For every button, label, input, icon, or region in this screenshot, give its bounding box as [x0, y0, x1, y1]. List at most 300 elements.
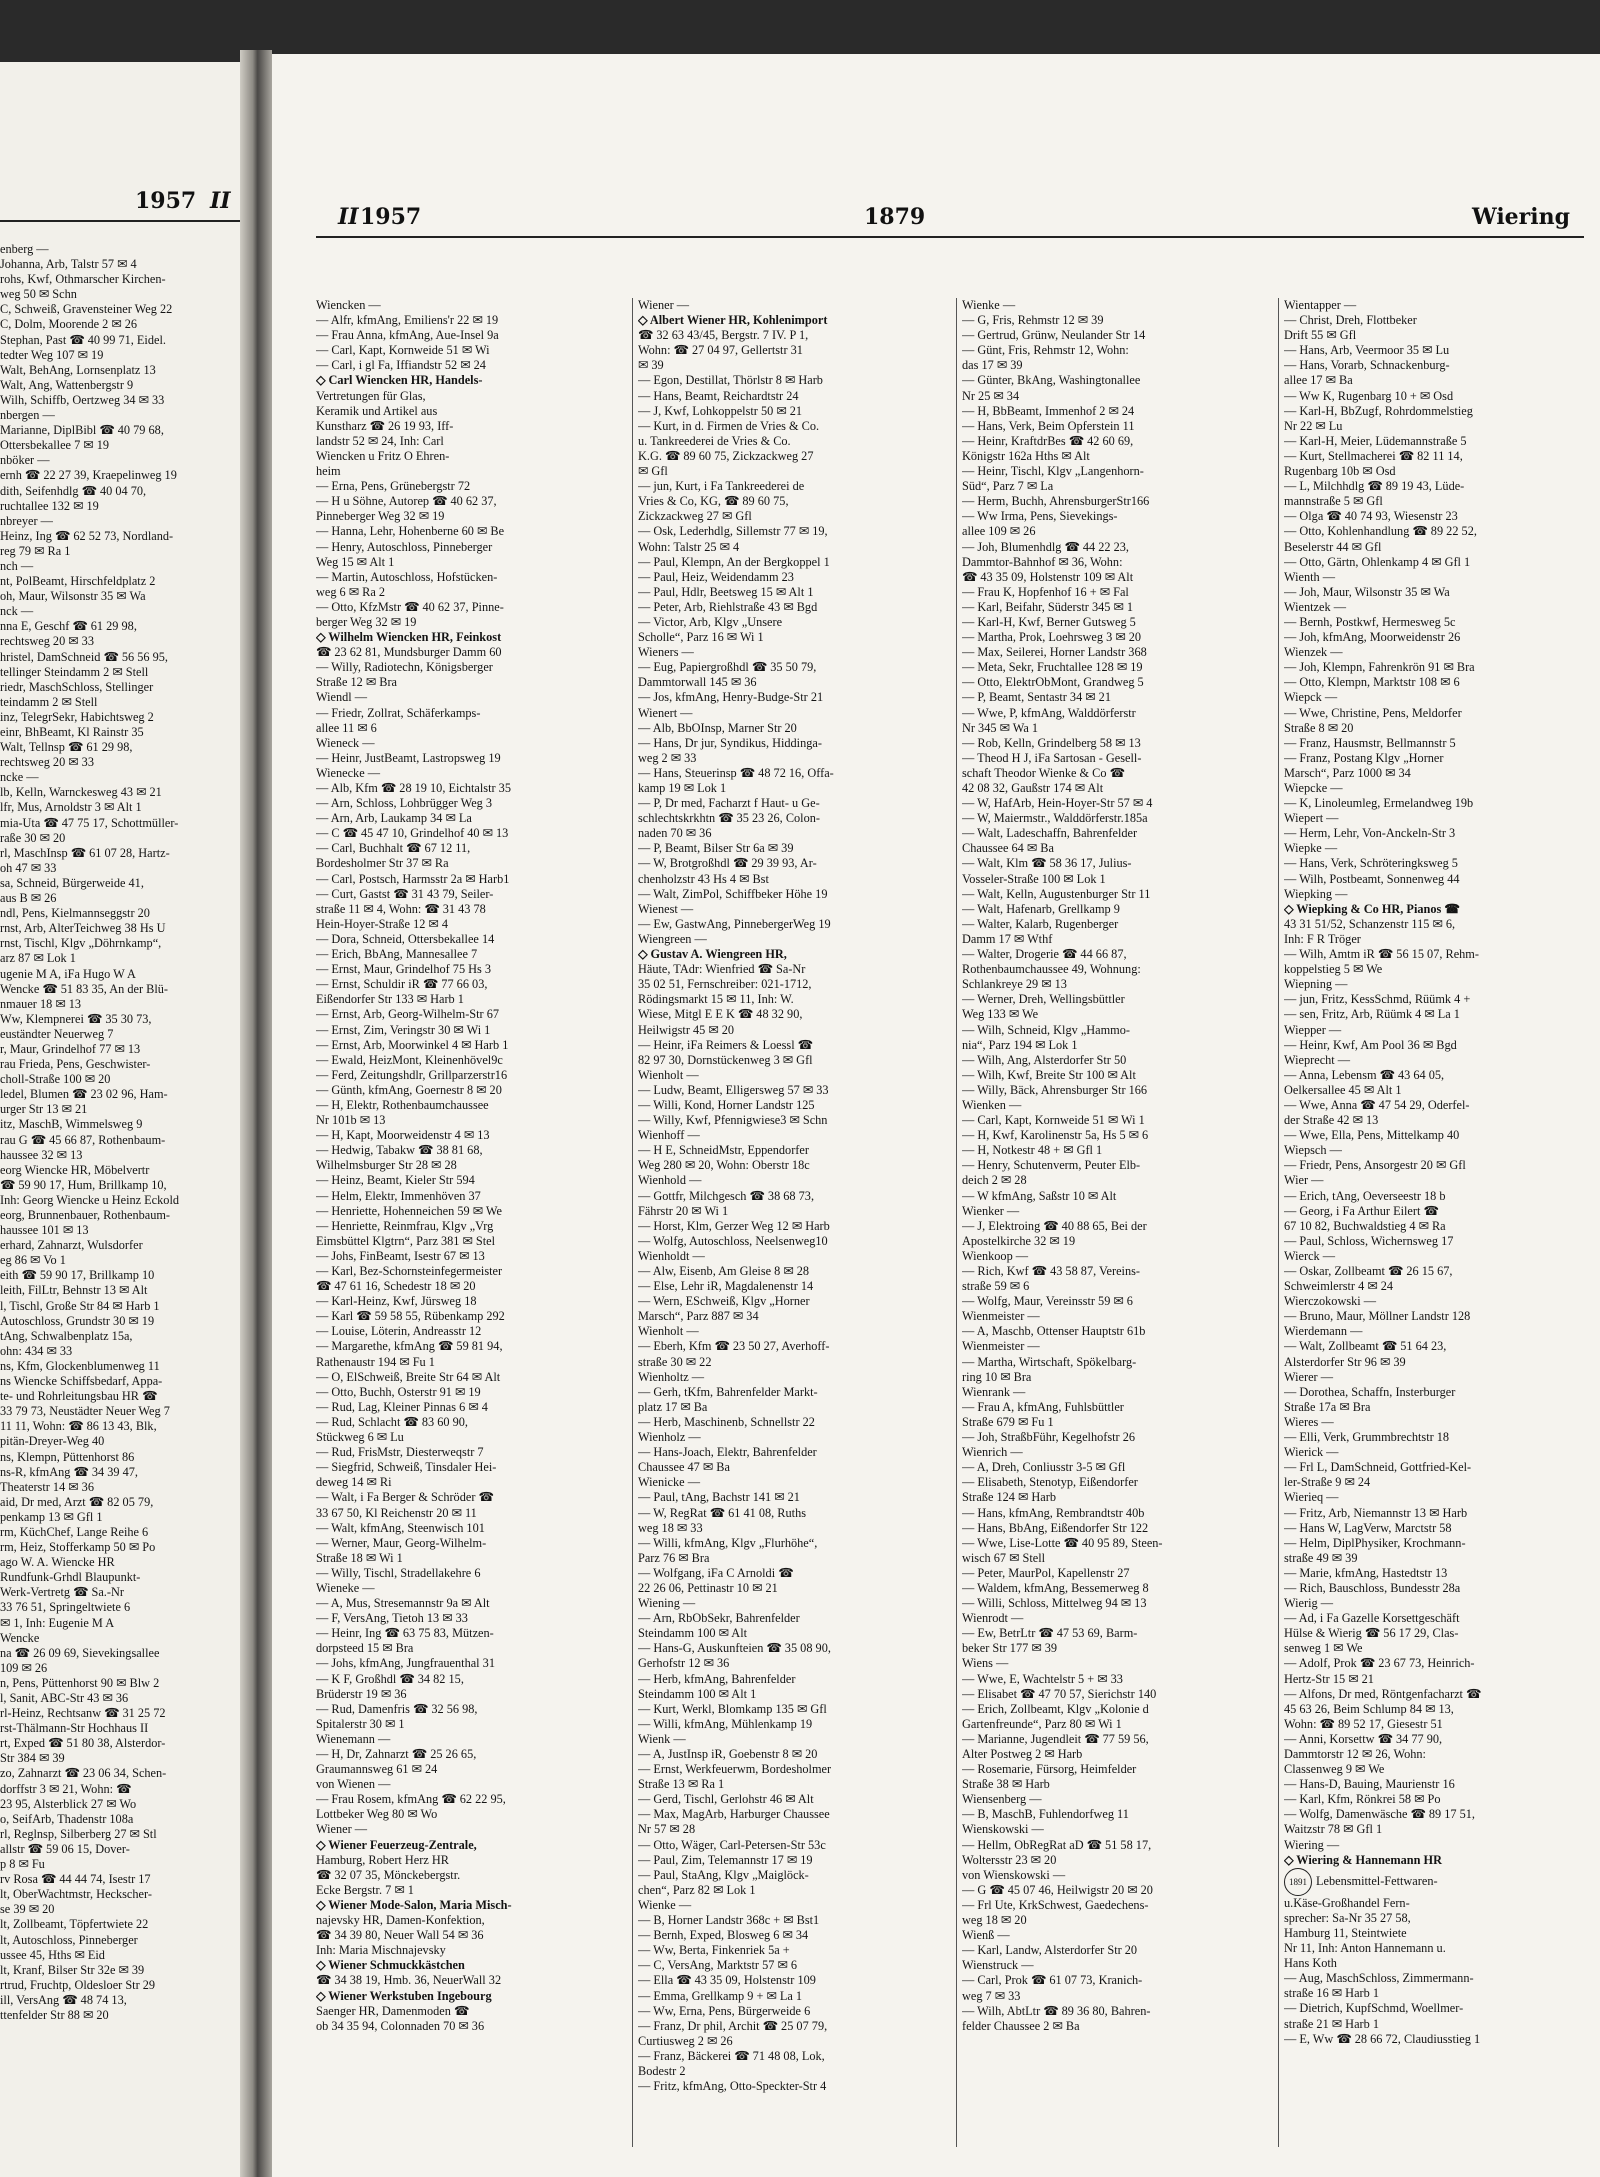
directory-entry-line: se 39 ✉ 20	[0, 1902, 55, 1917]
directory-entry-line: — Theod H J, iFa Sartosan - Gesell-	[962, 750, 1142, 765]
directory-entry-line: straße 16 ✉ Harb 1	[1284, 1986, 1379, 2001]
directory-entry-line: — Willi, kfmAng, Mühlenkamp 19	[638, 1716, 813, 1731]
directory-entry-line: — Walt, Kelln, Augustenburger Str 11	[962, 886, 1151, 901]
directory-entry-line: Ottersbekallee 7 ✉ 19	[0, 438, 109, 453]
directory-entry-line: Wieneke —	[316, 1580, 375, 1595]
directory-entry-line: — Werner, Dreh, Wellingsbüttler	[962, 992, 1125, 1007]
directory-entry-line: o, SeifArb, Thadenstr 108a	[0, 1811, 134, 1826]
directory-entry-line: — H u Söhne, Autorep ☎ 40 62 37,	[316, 494, 497, 509]
directory-entry-line: — O, ElSchweiß, Breite Str 64 ✉ Alt	[316, 1369, 501, 1384]
directory-entry-line: allee 17 ✉ Ba	[1284, 373, 1353, 388]
directory-entry-line: — Gertrud, Grünw, Neulander Str 14	[962, 328, 1146, 343]
directory-entry-line: — Herm, Buchh, AhrensburgerStr166	[962, 494, 1150, 509]
directory-entry-line: nmauer 18 ✉ 13	[0, 996, 81, 1011]
directory-entry-line: — Wilh, Postbeamt, Sonnenweg 44	[1284, 871, 1460, 886]
directory-entry-line: — E, Ww ☎ 28 66 72, Claudiusstieg 1	[1284, 2031, 1481, 2046]
directory-entry-line: Bodestr 2	[638, 2063, 686, 2078]
directory-entry-line: enberg —	[0, 242, 49, 256]
directory-entry-line: ◇ Wiener Werkstuben Ingebourg	[316, 1988, 492, 2003]
directory-entry-line: — C ☎ 45 47 10, Grindelhof 40 ✉ 13	[316, 826, 509, 841]
directory-entry-line: 45 63 26, Beim Schlump 84 ✉ 13,	[1284, 1701, 1454, 1716]
directory-entry-line: — Walt, kfmAng, Steenwisch 101	[316, 1520, 485, 1535]
directory-entry-line: mannstraße 5 ✉ Gfl	[1284, 494, 1383, 509]
directory-entry-line: rt, Exped ☎ 51 80 38, Alsterdor-	[0, 1736, 166, 1751]
directory-entry-line: Wilh, Schiffb, Oertzweg 34 ✉ 33	[0, 392, 165, 407]
running-head: Wiering	[1472, 204, 1571, 230]
directory-entry-line: — Walt, Zollbeamt ☎ 51 64 23,	[1284, 1339, 1447, 1354]
directory-entry-line: — Johs, kfmAng, Jungfrauenthal 31	[316, 1656, 495, 1671]
directory-entry-line: Häute, TAdr: Wienfried ☎ Sa-Nr	[638, 962, 806, 977]
directory-entry-line: ruchtallee 132 ✉ 19	[0, 498, 99, 513]
directory-entry-line: — H E, SchneidMstr, Eppendorfer	[638, 1143, 809, 1158]
directory-entry-line: u. Tankreederei de Vries & Co.	[638, 433, 791, 448]
directory-entry-line: — Hans, Vorarb, Schnackenburg-	[1284, 358, 1450, 373]
directory-entry-line: — Ernst, Maur, Grindelhof 75 Hs 3	[316, 962, 492, 977]
directory-entry-line: Rundfunk-Grhdl Blaupunkt-	[0, 1570, 141, 1585]
directory-entry-line: Inh: Maria Mischnajevsky	[316, 1943, 446, 1958]
directory-entry-line: — Osk, Lederhdlg, Sillemstr 77 ✉ 19,	[638, 524, 828, 539]
directory-entry-line: Wienhold —	[638, 1173, 702, 1188]
directory-entry-line: — Emma, Grellkamp 9 + ✉ La 1	[638, 1988, 803, 2003]
directory-entry-line: — A, Mus, Stresemannstr 9a ✉ Alt	[316, 1596, 490, 1611]
directory-entry-line: — K F, Großhdl ☎ 34 82 15,	[316, 1671, 464, 1686]
directory-entry-line: platz 17 ✉ Ba	[638, 1399, 708, 1414]
directory-entry-line: — Heinr, Ing ☎ 63 75 83, Mützen-	[316, 1626, 494, 1641]
directory-entry-line: — Waldem, kfmAng, Bessemerweg 8	[962, 1580, 1149, 1595]
directory-entry-line: Wienicke —	[638, 1475, 700, 1490]
directory-entry-line: Straße 18 ✉ Wi 1	[316, 1550, 403, 1565]
directory-entry-line: ler-Straße 9 ✉ 24	[1284, 1475, 1371, 1490]
directory-entry-line: — G ☎ 45 07 46, Heilwigstr 20 ✉ 20	[962, 1882, 1153, 1897]
directory-entry-line: ☎ 32 63 43/45, Bergstr. 7 IV. P 1,	[638, 328, 809, 343]
directory-entry-line: rechtsweg 20 ✉ 33	[0, 755, 94, 770]
column-divider	[1278, 298, 1279, 2147]
directory-entry-line: — Frl L, DamSchneid, Gottfried-Kel-	[1284, 1460, 1472, 1475]
directory-entry-line: lt, Autoschloss, Pinneberger	[0, 1932, 138, 1947]
directory-entry-line: — Friedr, Pens, Ansorgestr 20 ✉ Gfl	[1284, 1158, 1466, 1173]
directory-entry-line: Wieres —	[1284, 1414, 1334, 1429]
directory-entry-line: — Karl-H, Meier, Lüdemannstraße 5	[1284, 433, 1467, 448]
directory-entry-line: — Günth, kfmAng, Goernestr 8 ✉ 20	[316, 1082, 502, 1097]
directory-entry-line: Graumannsweg 61 ✉ 24	[316, 1762, 438, 1777]
directory-entry-line: — Joh, kfmAng, Moorweidenstr 26	[1284, 630, 1461, 645]
directory-entry-line: ☎ 32 07 35, Mönckebergstr.	[316, 1867, 461, 1882]
directory-entry-line: ✉ 1, Inh: Eugenie M A	[0, 1615, 115, 1630]
directory-entry-line: rst-Thälmann-Str Hochhaus II	[0, 1721, 149, 1736]
directory-entry-line: — Karl, Kfm, Rönkrei 58 ✉ Po	[1284, 1792, 1441, 1807]
directory-entry-line: ◇ Wiener Feuerzeug-Zentrale,	[316, 1837, 477, 1852]
directory-entry-line: — Hans, Arb, Veermoor 35 ✉ Lu	[1284, 343, 1450, 358]
directory-entry-line: schaft Theodor Wienke & Co ☎	[962, 765, 1125, 780]
directory-entry-line: Ecke Bergstr. 7 ✉ 1	[316, 1882, 414, 1897]
directory-entry-line: — Frau A, kfmAng, Fuhlsbüttler	[962, 1399, 1124, 1414]
directory-entry-line: — Ferd, Zeitungshdlr, Grillparzerstr16	[316, 1067, 508, 1082]
directory-column-1	[316, 298, 628, 2157]
directory-entry-line: ☎ 34 38 19, Hmb. 36, NeuerWall 32	[316, 1973, 502, 1988]
directory-entry-line: — Hans, Verk, Schröteringksweg 5	[1284, 856, 1458, 871]
directory-entry-line: Wiener —	[316, 1822, 368, 1837]
directory-entry-line: — Wolfg, Damenwäsche ☎ 89 17 51,	[1284, 1807, 1476, 1822]
directory-entry-line: ☎ 23 62 81, Mundsburger Damm 60	[316, 645, 502, 660]
directory-entry-line: Dammtorwall 145 ✉ 36	[638, 675, 757, 690]
directory-entry-line: — Egon, Destillat, Thörlstr 8 ✉ Harb	[638, 373, 823, 388]
directory-entry-line: — Wwe, Lise-Lotte ☎ 40 95 89, Steen-	[962, 1535, 1163, 1550]
directory-entry-line: ☎ 59 90 17, Hum, Brillkamp 10,	[0, 1177, 167, 1192]
directory-entry-line: Chaussee 64 ✉ Ba	[962, 841, 1054, 856]
directory-entry-line: — Friedr, Zollrat, Schäferkamps-	[316, 705, 481, 720]
directory-entry-line: dorffstr 3 ✉ 21, Wohn: ☎	[0, 1781, 132, 1796]
directory-entry-line: — Ella ☎ 43 35 09, Holstenstr 109	[638, 1973, 816, 1988]
directory-entry-line: rnst, Arb, AlterTeichweg 38 Hs U	[0, 921, 166, 936]
directory-entry-line: pitän-Dreyer-Weg 40	[0, 1434, 105, 1449]
column-divider	[632, 298, 633, 2147]
directory-entry-line: lfr, Mus, Arnoldstr 3 ✉ Alt 1	[0, 800, 142, 815]
directory-entry-line: — Georg, i Fa Arthur Eilert ☎	[1284, 1203, 1439, 1218]
directory-entry-line: — Heinz, Beamt, Kieler Str 594	[316, 1173, 475, 1188]
directory-entry-line: Eimsbüttel Klgtrn“, Parz 381 ✉ Stel	[316, 1233, 496, 1248]
directory-entry-line: lt, Zollbeamt, Töpfertwiete 22	[0, 1917, 149, 1932]
directory-entry-line: haussee 32 ✉ 13	[0, 1147, 83, 1162]
directory-entry-line: — W, Maiermstr., Walddörferstr.185a	[962, 811, 1148, 826]
directory-entry-line: rv Rosa ☎ 44 44 74, Isestr 17	[0, 1872, 151, 1887]
directory-entry-line: Wiendl —	[316, 690, 368, 705]
directory-entry-line: tAng, Schwalbenplatz 15a,	[0, 1328, 133, 1343]
directory-entry-line: — Ernst, Arb, Moorwinkel 4 ✉ Harb 1	[316, 1037, 509, 1052]
directory-entry-line: — Wwe, Christine, Pens, Meldorfer	[1284, 705, 1462, 720]
directory-entry-line: — Joh, StraßbFühr, Kegelhofstr 26	[962, 1430, 1136, 1445]
directory-entry-line: — Willi, Schloss, Mittelweg 94 ✉ 13	[962, 1596, 1147, 1611]
directory-entry-line: C, Dolm, Moorende 2 ✉ 26	[0, 317, 138, 332]
directory-entry-line: heim	[316, 464, 341, 479]
directory-entry-line: Wienth —	[1284, 569, 1336, 584]
directory-entry-line: ns, Kfm, Glockenblumenweg 11	[0, 1358, 160, 1373]
directory-entry-line: Ww, Klempnerei ☎ 35 30 73,	[0, 1011, 152, 1026]
directory-entry-line: — Paul, Zim, Telemannstr 17 ✉ 19	[638, 1852, 813, 1867]
directory-entry-line: Pinneberger Weg 32 ✉ 19	[316, 509, 445, 524]
directory-entry-line: Wierick —	[1284, 1445, 1339, 1460]
directory-entry-line: kamp 19 ✉ Lok 1	[638, 781, 727, 795]
directory-entry-line: Marsch“, Parz 887 ✉ 34	[638, 1309, 759, 1324]
directory-entry-line: dorpsteed 15 ✉ Bra	[316, 1641, 414, 1656]
directory-entry-line: najevsky HR, Damen-Konfektion,	[316, 1913, 485, 1928]
directory-entry-line: nbreyer —	[0, 513, 53, 528]
directory-entry-line: ◇ Wiering & Hannemann HR	[1284, 1852, 1442, 1867]
directory-entry-line: Damm 17 ✉ Wthf	[962, 931, 1053, 946]
directory-entry-line: penkamp 13 ✉ Gfl 1	[0, 1509, 103, 1524]
directory-entry-line: — Otto, Kohlenhandlung ☎ 89 22 52,	[1284, 524, 1477, 539]
directory-entry-line: ns Wiencke Schiffsbedarf, Appa-	[0, 1374, 163, 1389]
directory-entry-line: — Helm, Elektr, Immenhöven 37	[316, 1188, 481, 1203]
directory-entry-line: Wienkoop —	[962, 1248, 1029, 1263]
directory-entry-line: 109 ✉ 26	[0, 1660, 48, 1675]
directory-entry-line: u.Käse-Großhandel Fern-	[1284, 1895, 1410, 1910]
directory-entry-line: nt, PolBeamt, Hirschfeldplatz 2	[0, 574, 156, 589]
directory-entry-line: Theaterstr 14 ✉ 36	[0, 1479, 94, 1494]
directory-entry-line: — A, Dreh, Conliusstr 3-5 ✉ Gfl	[962, 1460, 1126, 1475]
directory-entry-line: — Ernst, Arb, Georg-Wilhelm-Str 67	[316, 1007, 500, 1022]
directory-entry-line: Gartenfreunde“, Parz 80 ✉ Wi 1	[962, 1716, 1122, 1731]
directory-entry-line: — Ludw, Beamt, Elligersweg 57 ✉ 33	[638, 1082, 829, 1097]
directory-entry-line: — Ewald, HeizMont, Kleinenhövel9c	[316, 1052, 503, 1067]
directory-entry-line: Straße 12 ✉ Bra	[316, 675, 397, 690]
directory-entry-line: Wiepert —	[1284, 811, 1339, 826]
directory-entry-line: — Franz, Bäckerei ☎ 71 48 08, Lok,	[638, 2048, 825, 2063]
directory-entry-line: Wencke	[0, 1630, 40, 1645]
directory-entry-line: ◇ Wilhelm Wiencken HR, Feinkost	[316, 630, 502, 645]
directory-entry-line: Wierieq —	[1284, 1490, 1339, 1505]
directory-entry-line: nbergen —	[0, 408, 55, 423]
directory-entry-line: K.G. ☎ 89 60 75, Zickzackweg 27	[638, 448, 814, 463]
directory-entry-line: ledel, Blumen ☎ 23 02 96, Ham-	[0, 1087, 168, 1102]
directory-entry-line: — Walt, i Fa Berger & Schröder ☎	[316, 1490, 494, 1505]
directory-entry-line: rm, Heiz, Stofferkamp 50 ✉ Po	[0, 1540, 156, 1555]
directory-entry-line: Nr 57 ✉ 28	[638, 1822, 696, 1837]
directory-entry-line: Wiepke —	[1284, 841, 1338, 856]
directory-entry-line: Str 384 ✉ 39	[0, 1751, 65, 1766]
directory-entry-line: Curtiusweg 2 ✉ 26	[638, 2033, 733, 2048]
directory-entry-line: — F, VersAng, Tietoh 13 ✉ 33	[316, 1611, 468, 1626]
directory-entry-line: — Carl, Kapt, Kornweide 51 ✉ Wi	[316, 343, 490, 358]
directory-entry-line: Saenger HR, Damenmoden ☎	[316, 2003, 470, 2018]
directory-entry-line: — Otto, Buchh, Osterstr 91 ✉ 19	[316, 1384, 481, 1399]
directory-entry-line: Bordesholmer Str 37 ✉ Ra	[316, 856, 449, 871]
directory-entry-line: — Elisabet ☎ 47 70 57, Sierichstr 140	[962, 1686, 1157, 1701]
directory-entry-line: — Ad, i Fa Gazelle Korsettgeschäft	[1284, 1611, 1460, 1626]
directory-entry-line: — P, Dr med, Facharzt f Haut- u Ge-	[638, 796, 820, 811]
directory-entry-line: Steindamm 100 ✉ Alt	[638, 1626, 748, 1641]
directory-entry-line: — Alb, BbOInsp, Marner Str 20	[638, 720, 797, 735]
directory-entry-line: nböker —	[0, 453, 50, 468]
directory-entry-line: — Wwe, P, kfmAng, Walddörferstr	[962, 705, 1136, 720]
directory-entry-line: 82 97 30, Dornstückenweg 3 ✉ Gfl	[638, 1052, 813, 1067]
directory-entry-line: ☎ 47 61 16, Schedestr 18 ✉ 20	[316, 1279, 476, 1294]
directory-entry-line: — Willy, Kwf, Pfennigwiese3 ✉ Schn	[638, 1113, 828, 1128]
directory-entry-line: — Hans-G, Auskunfteien ☎ 35 08 90,	[638, 1641, 831, 1656]
directory-entry-line: Straße 17a ✉ Bra	[1284, 1399, 1371, 1414]
directory-entry-line: leith, FilLtr, Behnstr 13 ✉ Alt	[0, 1283, 148, 1298]
directory-entry-line: ob 34 35 94, Colonnaden 70 ✉ 36	[316, 2018, 485, 2033]
directory-entry-line: ◇ Wiener Mode-Salon, Maria Misch-	[316, 1897, 512, 1912]
directory-entry-line: chenholzstr 43 Hs 4 ✉ Bst	[638, 871, 769, 886]
directory-entry-line: — Karl, Beifahr, Süderstr 345 ✉ 1	[962, 599, 1134, 614]
directory-entry-line: Wienskowski —	[962, 1822, 1044, 1837]
directory-entry-line: Alter Postweg 2 ✉ Harb	[962, 1747, 1083, 1761]
directory-entry-line: Wienholtz —	[638, 1369, 705, 1384]
directory-entry-line: r, Maur, Grindelhof 77 ✉ 13	[0, 1041, 141, 1056]
directory-entry-line: Wieprecht —	[1284, 1052, 1351, 1067]
directory-entry-line: Parz 76 ✉ Bra	[638, 1550, 710, 1565]
directory-entry-line: zo, Zahnarzt ☎ 23 06 34, Schen-	[0, 1766, 167, 1781]
directory-entry-line: oh 47 ✉ 33	[0, 860, 57, 875]
directory-entry-line: ◇ Carl Wiencken HR, Handels-	[316, 373, 483, 388]
directory-entry-line: — Carl, Prok ☎ 61 07 73, Kranich-	[962, 1973, 1143, 1988]
directory-entry-line: beker Str 177 ✉ 39	[962, 1641, 1058, 1656]
directory-column-4	[1284, 298, 1590, 2157]
directory-entry-line: — J, Elektroing ☎ 40 88 65, Bei der	[962, 1218, 1147, 1233]
directory-entry-line: sprecher: Sa-Nr 35 27 58,	[1284, 1910, 1411, 1925]
directory-entry-line: Wienert —	[638, 705, 693, 720]
directory-entry-line: — Carl, Postsch, Harmsstr 2a ✉ Harb1	[316, 871, 510, 886]
directory-entry-line: Wiepper —	[1284, 1022, 1342, 1037]
directory-entry-line: Marianne, DiplBibl ☎ 40 79 68,	[0, 423, 164, 438]
directory-entry-line: Rothenbaumchaussee 49, Wohnung:	[962, 962, 1141, 977]
directory-entry-line: Wiering —	[1284, 1837, 1340, 1852]
directory-entry-line: itz, MaschB, Wimmelsweg 9	[0, 1117, 143, 1132]
directory-entry-line: Schweimlerstr 4 ✉ 24	[1284, 1279, 1394, 1294]
directory-entry-line: na ☎ 26 09 69, Sievekingsallee	[0, 1645, 160, 1660]
directory-entry-line: weg 6 ✉ Ra 2	[316, 584, 386, 599]
directory-entry-line: Wienrank —	[962, 1384, 1026, 1399]
directory-entry-line: das 17 ✉ 39	[962, 358, 1023, 373]
directory-entry-line: Wienker —	[962, 1203, 1020, 1218]
page-number: 1879	[864, 204, 926, 230]
directory-entry-line: 23 95, Alsterblick 27 ✉ Wo	[0, 1796, 137, 1811]
directory-entry-line: chen“, Parz 82 ✉ Lok 1	[638, 1882, 756, 1897]
directory-entry-line: — Wolfg, Autoschloss, Neelsenweg10	[638, 1233, 828, 1248]
directory-entry-line: senweg 1 ✉ We	[1284, 1641, 1363, 1656]
directory-entry-line: 35 02 51, Fernschreiber: 021-1712,	[638, 977, 812, 992]
directory-entry-line: — Bernh, Exped, Blosweg 6 ✉ 34	[638, 1928, 809, 1943]
directory-entry-line: ill, VersAng ☎ 48 74 13,	[0, 1992, 127, 2007]
directory-entry-line: dith, Seifenhdlg ☎ 40 04 70,	[0, 483, 147, 498]
directory-entry-line: — Henriette, Reinmfrau, Klgv „Vrg	[316, 1218, 494, 1233]
directory-entry-line: — Heinr, iFa Reimers & Loessl ☎	[638, 1037, 814, 1052]
directory-entry-line: Wiencken —	[316, 298, 381, 312]
directory-entry-line: — Herm, Lehr, Von-Anckeln-Str 3	[1284, 826, 1456, 841]
directory-entry-line: — H, Dr, Zahnarzt ☎ 25 26 65,	[316, 1747, 477, 1761]
directory-entry-line: — Walt, Hafenarb, Grellkamp 9	[962, 901, 1120, 916]
directory-entry-line: — Dietrich, KupfSchmd, Woellmer-	[1284, 2001, 1464, 2016]
directory-entry-line: — Wwe, E, Wachtelstr 5 + ✉ 33	[962, 1671, 1123, 1686]
directory-entry-line: — Heinr, JustBeamt, Lastropsweg 19	[316, 750, 501, 765]
directory-entry-line: Woltersstr 23 ✉ 20	[962, 1852, 1057, 1867]
directory-entry-line: — H, Notkestr 48 + ✉ Gfl 1	[962, 1143, 1103, 1158]
directory-entry-line: lb, Kelln, Warnckesweg 43 ✉ 21	[0, 785, 162, 800]
directory-entry-line: ◇ Wiepking & Co HR, Pianos ☎	[1284, 901, 1460, 916]
directory-entry-line: — J, Kwf, Lohkoppelstr 50 ✉ 21	[638, 403, 803, 418]
directory-entry-line: — Elli, Verk, Grummbrechtstr 18	[1284, 1430, 1450, 1445]
directory-entry-line: — Hans-D, Bauing, Maurienstr 16	[1284, 1777, 1455, 1792]
directory-entry-line: — Heinr, Tischl, Klgv „Langenhorn-	[962, 464, 1144, 479]
directory-entry-line: aus B ✉ 26	[0, 891, 57, 906]
directory-entry-line: — Kurt, in d. Firmen de Vries & Co.	[638, 418, 820, 433]
directory-entry-line: — Martha, Prok, Loehrsweg 3 ✉ 20	[962, 630, 1142, 645]
directory-entry-line: inz, TelegrSekr, Habichtsweg 2	[0, 709, 154, 724]
directory-entry-line: — Paul, StaAng, Klgv „Maiglöck-	[638, 1867, 809, 1882]
directory-entry-line: — Franz, Postang Klgv „Horner	[1284, 750, 1444, 765]
directory-entry-line: — Walt, Klm ☎ 58 36 17, Julius-	[962, 856, 1132, 871]
directory-entry-line: — Henry, Schutenverm, Peuter Elb-	[962, 1158, 1141, 1173]
directory-entry-line: rohs, Kwf, Othmarscher Kirchen-	[0, 272, 166, 287]
directory-entry-line: 43 31 51/52, Schanzenstr 115 ✉ 6,	[1284, 916, 1456, 931]
directory-entry-line: — Peter, MaurPol, Kapellenstr 27	[962, 1565, 1130, 1580]
directory-entry-line: Nr 25 ✉ 34	[962, 388, 1020, 403]
directory-entry-line: eg 86 ✉ Vo 1	[0, 1253, 66, 1268]
directory-entry-line: felder Chaussee 2 ✉ Ba	[962, 2018, 1080, 2033]
directory-entry-line: — H, Kapt, Moorweidenstr 4 ✉ 13	[316, 1128, 490, 1143]
directory-entry-line: — Wwe, Ella, Pens, Mittelkamp 40	[1284, 1128, 1460, 1143]
directory-entry-line: — Alw, Eisenb, Am Gleise 8 ✉ 28	[638, 1264, 810, 1278]
directory-entry-line: Süd“, Parz 7 ✉ La	[962, 479, 1054, 494]
header-rule	[316, 236, 1584, 238]
directory-entry-line: Wiener —	[638, 298, 690, 312]
directory-entry-line: Wierer —	[1284, 1369, 1334, 1384]
directory-entry-line: Keramik und Artikel aus	[316, 403, 438, 418]
left-page-roman: II	[210, 188, 231, 214]
directory-entry-line: — Wilh, Kwf, Breite Str 100 ✉ Alt	[962, 1067, 1136, 1082]
directory-entry-line: — H, BbBeamt, Immenhof 2 ✉ 24	[962, 403, 1135, 418]
directory-entry-line: — P, Beamt, Bilser Str 6a ✉ 39	[638, 841, 794, 856]
directory-entry-line: Heinz, Ing ☎ 62 52 73, Nordland-	[0, 528, 174, 543]
directory-entry-line: — Günter, BkAng, Washingtonallee	[962, 373, 1141, 388]
directory-entry-line: — Bruno, Maur, Möllner Landstr 128	[1284, 1309, 1471, 1324]
directory-entry-line: Wiese, Mitgl E E K ☎ 48 32 90,	[638, 1007, 803, 1022]
directory-entry-line: straße 59 ✉ 6	[962, 1279, 1030, 1294]
directory-entry-line: — Paul, Klempn, An der Bergkoppel 1	[638, 554, 830, 569]
directory-entry-line: allee 11 ✉ 6	[316, 720, 377, 735]
directory-entry-line: 22 26 06, Pettinastr 10 ✉ 21	[638, 1580, 778, 1595]
directory-entry-line: Stephan, Past ☎ 40 99 71, Eidel.	[0, 332, 166, 347]
directory-entry-line: choll-Straße 100 ✉ 20	[0, 1072, 111, 1087]
directory-entry-line: Werk-Vertretg ☎ Sa.-Nr	[0, 1585, 124, 1600]
directory-entry-line: Straße 13 ✉ Ra 1	[638, 1777, 725, 1792]
directory-entry-line: — Hans, Steuerinsp ☎ 48 72 16, Offa-	[638, 765, 834, 780]
directory-entry-line: Marsch“, Parz 1000 ✉ 34	[1284, 765, 1411, 780]
directory-entry-line	[1284, 1868, 1590, 1896]
directory-entry-line: — A, Maschb, Ottenser Hauptstr 61b	[962, 1324, 1146, 1339]
directory-entry-line: ttenfelder Str 88 ✉ 20	[0, 2007, 109, 2022]
directory-entry-line: — Herb, kfmAng, Bahrenfelder	[638, 1671, 796, 1686]
left-page-column	[0, 242, 238, 2157]
directory-entry-line: nck —	[0, 604, 34, 619]
directory-entry-line: ussee 45, Hths ✉ Eid	[0, 1947, 105, 1962]
directory-entry-line: — Meta, Sekr, Fruchtallee 128 ✉ 19	[962, 660, 1143, 675]
directory-entry-line: 33 67 50, Kl Reichenstr 20 ✉ 11	[316, 1505, 477, 1520]
directory-entry-line: Nr 345 ✉ Wa 1	[962, 720, 1039, 735]
directory-entry-line: — P, Beamt, Sentastr 34 ✉ 21	[962, 690, 1111, 705]
directory-entry-line: — W, HafArb, Hein-Hoyer-Str 57 ✉ 4	[962, 796, 1153, 811]
directory-entry-line: — Willy, Bäck, Ahrensburger Str 166	[962, 1082, 1148, 1097]
directory-entry-line: — Paul, Hdlr, Beetsweg 15 ✉ Alt 1	[638, 584, 814, 599]
directory-entry-line: Vertretungen für Glas,	[316, 388, 426, 403]
directory-entry-line: — Willi, Kond, Horner Landstr 125	[638, 1097, 815, 1112]
directory-entry-line: — Hans, Verk, Beim Opferstein 11	[962, 418, 1135, 433]
directory-entry-line: aid, Dr med, Arzt ☎ 82 05 79,	[0, 1494, 154, 1509]
directory-entry-line: 42 08 32, Gaußstr 174 ✉ Alt	[962, 781, 1104, 795]
directory-entry-line: ✉ Gfl	[638, 464, 668, 479]
directory-entry-line: ncke —	[0, 770, 39, 785]
directory-entry-line: — G, Fris, Rehmstr 12 ✉ 39	[962, 313, 1104, 328]
directory-entry-line: Hertz-Str 15 ✉ 21	[1284, 1671, 1374, 1686]
directory-entry-line: Wienß —	[962, 1928, 1010, 1943]
directory-entry-line: Straße 8 ✉ 20	[1284, 720, 1354, 735]
directory-entry-line: — Peter, Arb, Riehlstraße 43 ✉ Bgd	[638, 599, 818, 614]
directory-entry-line: Wienk —	[638, 1731, 686, 1746]
directory-entry-line: 11 11, Wohn: ☎ 86 13 43, Blk,	[0, 1419, 157, 1434]
directory-entry-line: — C, VersAng, Marktstr 57 ✉ 6	[638, 1958, 798, 1973]
directory-entry-line: sa, Schneid, Bürgerweide 41,	[0, 875, 144, 890]
directory-entry-line: — Hedwig, Tabakw ☎ 38 81 68,	[316, 1143, 483, 1158]
directory-entry-line: ◇ Albert Wiener HR, Kohlenimport	[638, 313, 828, 328]
directory-entry-line: — Else, Lehr iR, Magdalenenstr 14	[638, 1279, 814, 1294]
directory-entry-line: urger Str 13 ✉ 21	[0, 1102, 88, 1117]
directory-entry-line: — Erna, Pens, Grünebergstr 72	[316, 479, 471, 494]
directory-entry-line: oh, Maur, Wilsonstr 35 ✉ Wa	[0, 589, 146, 604]
directory-entry-line: Hans Koth	[1284, 1956, 1337, 1971]
directory-entry-line: — W, Brotgroßhdl ☎ 29 39 93, Ar-	[638, 856, 817, 871]
directory-entry-line: — Dora, Schneid, Ottersbekallee 14	[316, 931, 495, 946]
directory-entry-line: Wieneck —	[316, 735, 375, 750]
